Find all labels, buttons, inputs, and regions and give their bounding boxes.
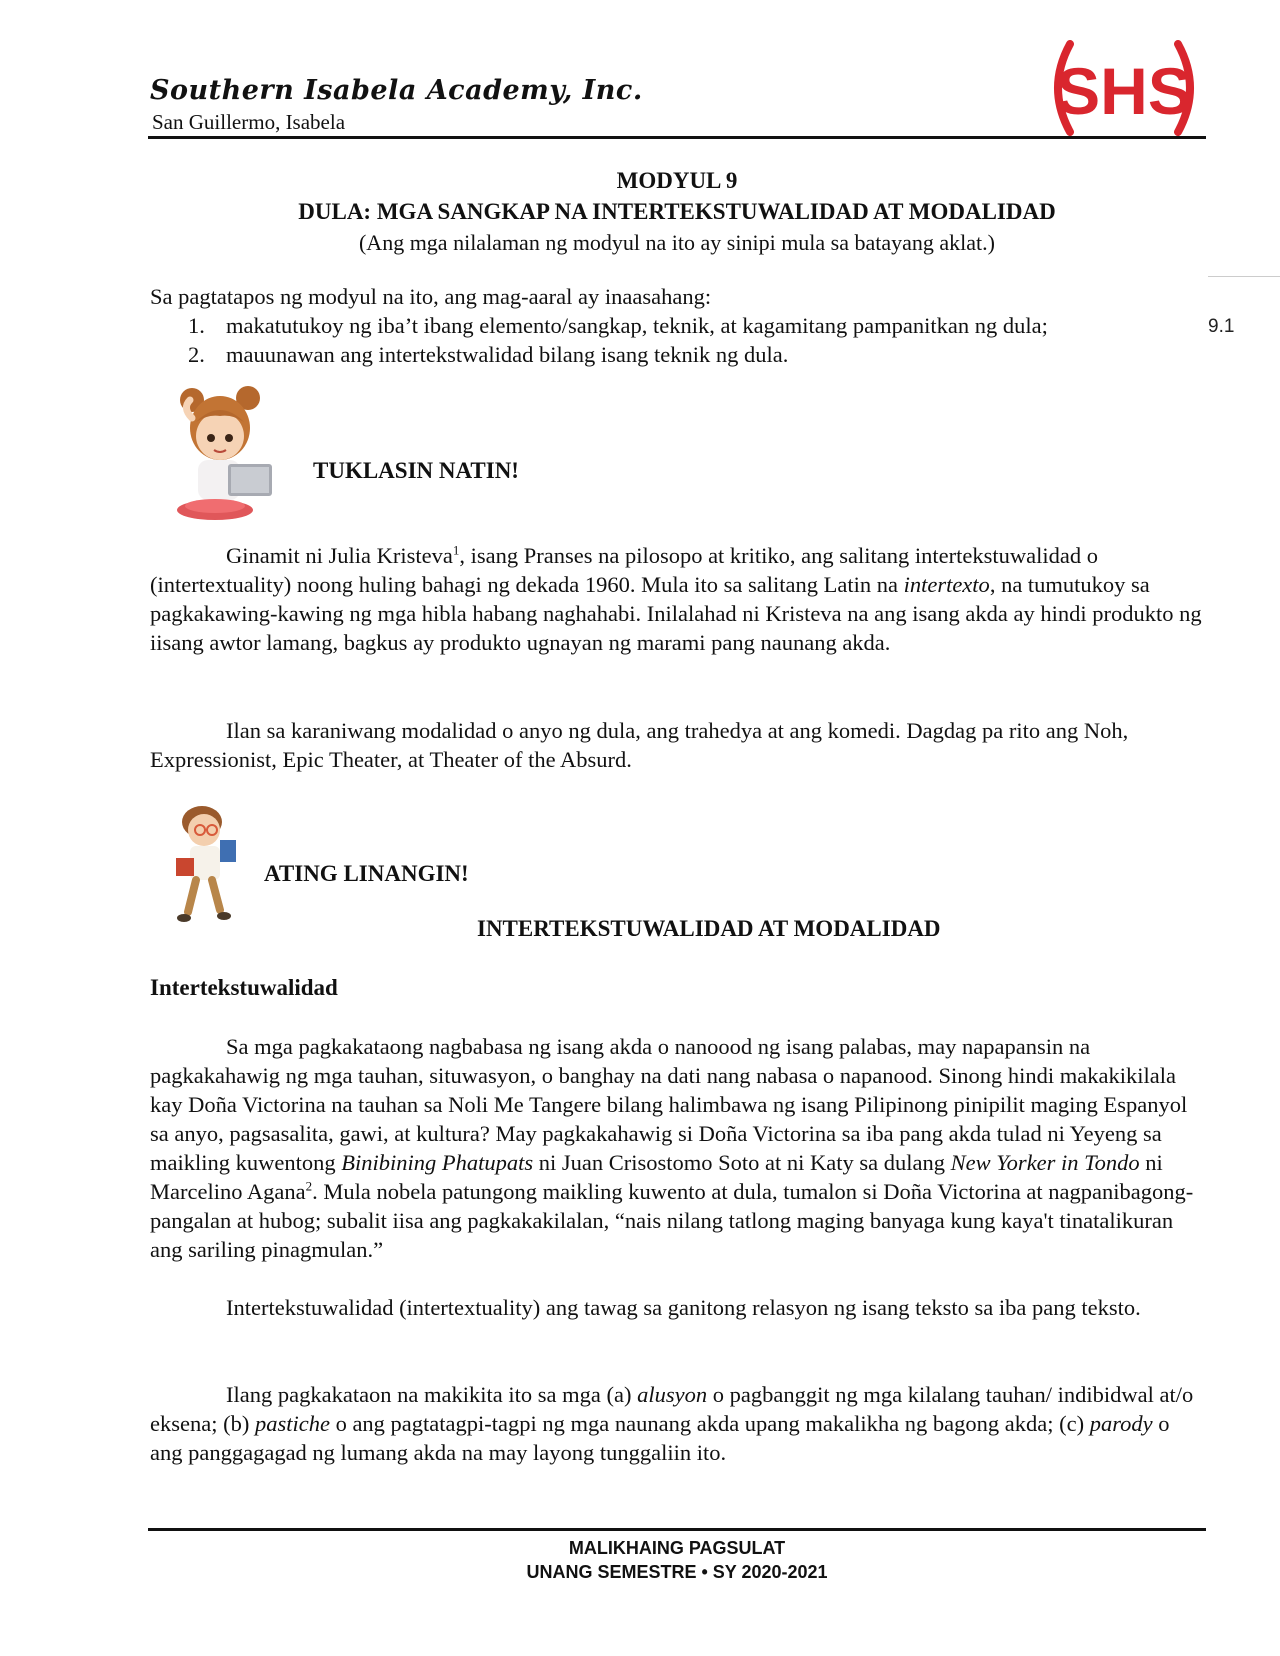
section-title: INTERTEKSTUWALIDAD AT MODALIDAD [477, 916, 941, 941]
logo-text: SHS [1056, 54, 1192, 128]
intertekstuwalidad-subheading: Intertekstuwalidad [150, 975, 338, 1000]
boy-reading-book-illustration [170, 800, 250, 930]
module-number: MODYUL 9 [616, 168, 738, 193]
tuklasin-paragraph-1: Ginamit ni Julia Kristeva$^1$, isang Pranses na pilosopo at kritiko, ang salitang intertekstuwalidad o (intertextuality) noong huling bahagi ng dekada 1960. Mula ito sa salitang Latin na intertexto, na tumutukoy sa pagkakawing-kawing ng mga hibla habang naghahabi. Inilalahad ni Kristeva na ang isang akda ay hindi produkto ng iisang awtor lamang, bagkus ay produkto ugnayan ng marami pang naunang akda. [150, 542, 1202, 655]
shs-logo [1040, 40, 1208, 136]
objective-item: 2. mauunawan ang intertekstwalidad bilang isang teknik ng dula. [188, 342, 789, 367]
module-subtitle: (Ang mga nilalaman ng modyul na ito ay sinipi mula sa batayang aklat.) [358, 230, 995, 255]
module-title: DULA: MGA SANGKAP NA INTERTEKSTUWALIDAD AT MODALIDAD [298, 199, 1056, 224]
girl-with-laptop-illustration [170, 378, 288, 528]
objectives-intro: Sa pagtatapos ng modyul na ito, ang mag-aaral ay inaasahang: [150, 284, 712, 309]
footer-divider [148, 1528, 1206, 1531]
footer-semester: UNANG SEMESTRE • SY 2020-2021 [526, 1562, 828, 1582]
footer-course: MALIKHAING PAGSULAT [568, 1538, 786, 1558]
header-divider [148, 136, 1206, 139]
tuklasin-paragraph-2: Ilan sa karaniwang modalidad o anyo ng dula, ang trahedya at ang komedi. Dagdag pa rito ang Noh, Expressionist, Epic Theater, at Theater of the Absurd. [150, 718, 1129, 772]
linangin-paragraph-3: Ilang pagkakataon na makikita ito sa mga (a) alusyon o pagbanggit ng mga kilalang tauhan/ indibidwal at/o eksena; (b) pastiche o ang pagtatagpi-tagpi ng mga naunang akda upang makalikha ng bagong akda; (c) parody o ang panggagagad ng lumang akda na may layong tunggaliin ito. [150, 1382, 1194, 1465]
school-name: Southern Isabela Academy, Inc. [150, 75, 643, 106]
objectives-list [150, 311, 1048, 369]
tuklasin-heading: TUKLASIN NATIN! [313, 458, 519, 483]
page-marker: 9.1 [1208, 316, 1235, 337]
linangin-paragraph-1: Sa mga pagkakataong nagbabasa ng isang akda o nanoood ng isang palabas, may napapansin na pagkakahawig ng mga tauhan, situwasyon, o banghay na dati nang nabasa o napanood. Sinong hindi makakikilala kay Doña Victorina na tauhan sa Noli Me Tangere bilang halimbawa ng isang Pilipinong pinipilit maging Espanyol sa anyo, pagsasalita, gawi, at kultura? May pagkakahawig si Doña Victorina sa iba pang akda tulad ni Yeyeng sa maikling kuwentong Binibining Phatupats ni Juan Crisostomo Soto at ni Katy sa dulang New Yorker in Tondo ni Marcelino Agana$^2$. Mula nobela patungong maikling kuwento at dula, tumalon si Doña Victorina at nagpanibagong-pangalan at hubog; subalit iisa ang pagkakakilalan, “nais nilang tatlong maging banyaga kung kaya't tinatalikuran ang sariling pinagmulan.” [150, 1034, 1194, 1262]
school-location: San Guillermo, Isabela [152, 110, 346, 134]
linangin-paragraph-2: Intertekstuwalidad (intertextuality) ang tawag sa ganitong relasyon ng isang teksto sa iba pang teksto. [226, 1295, 1141, 1320]
linangin-heading: ATING LINANGIN! [264, 861, 469, 886]
page-marker-rule [1208, 276, 1280, 277]
objective-item: 1. makatutukoy ng iba’t ibang elemento/sangkap, teknik, at kagamitang pampanitkan ng dula; [188, 313, 1048, 338]
